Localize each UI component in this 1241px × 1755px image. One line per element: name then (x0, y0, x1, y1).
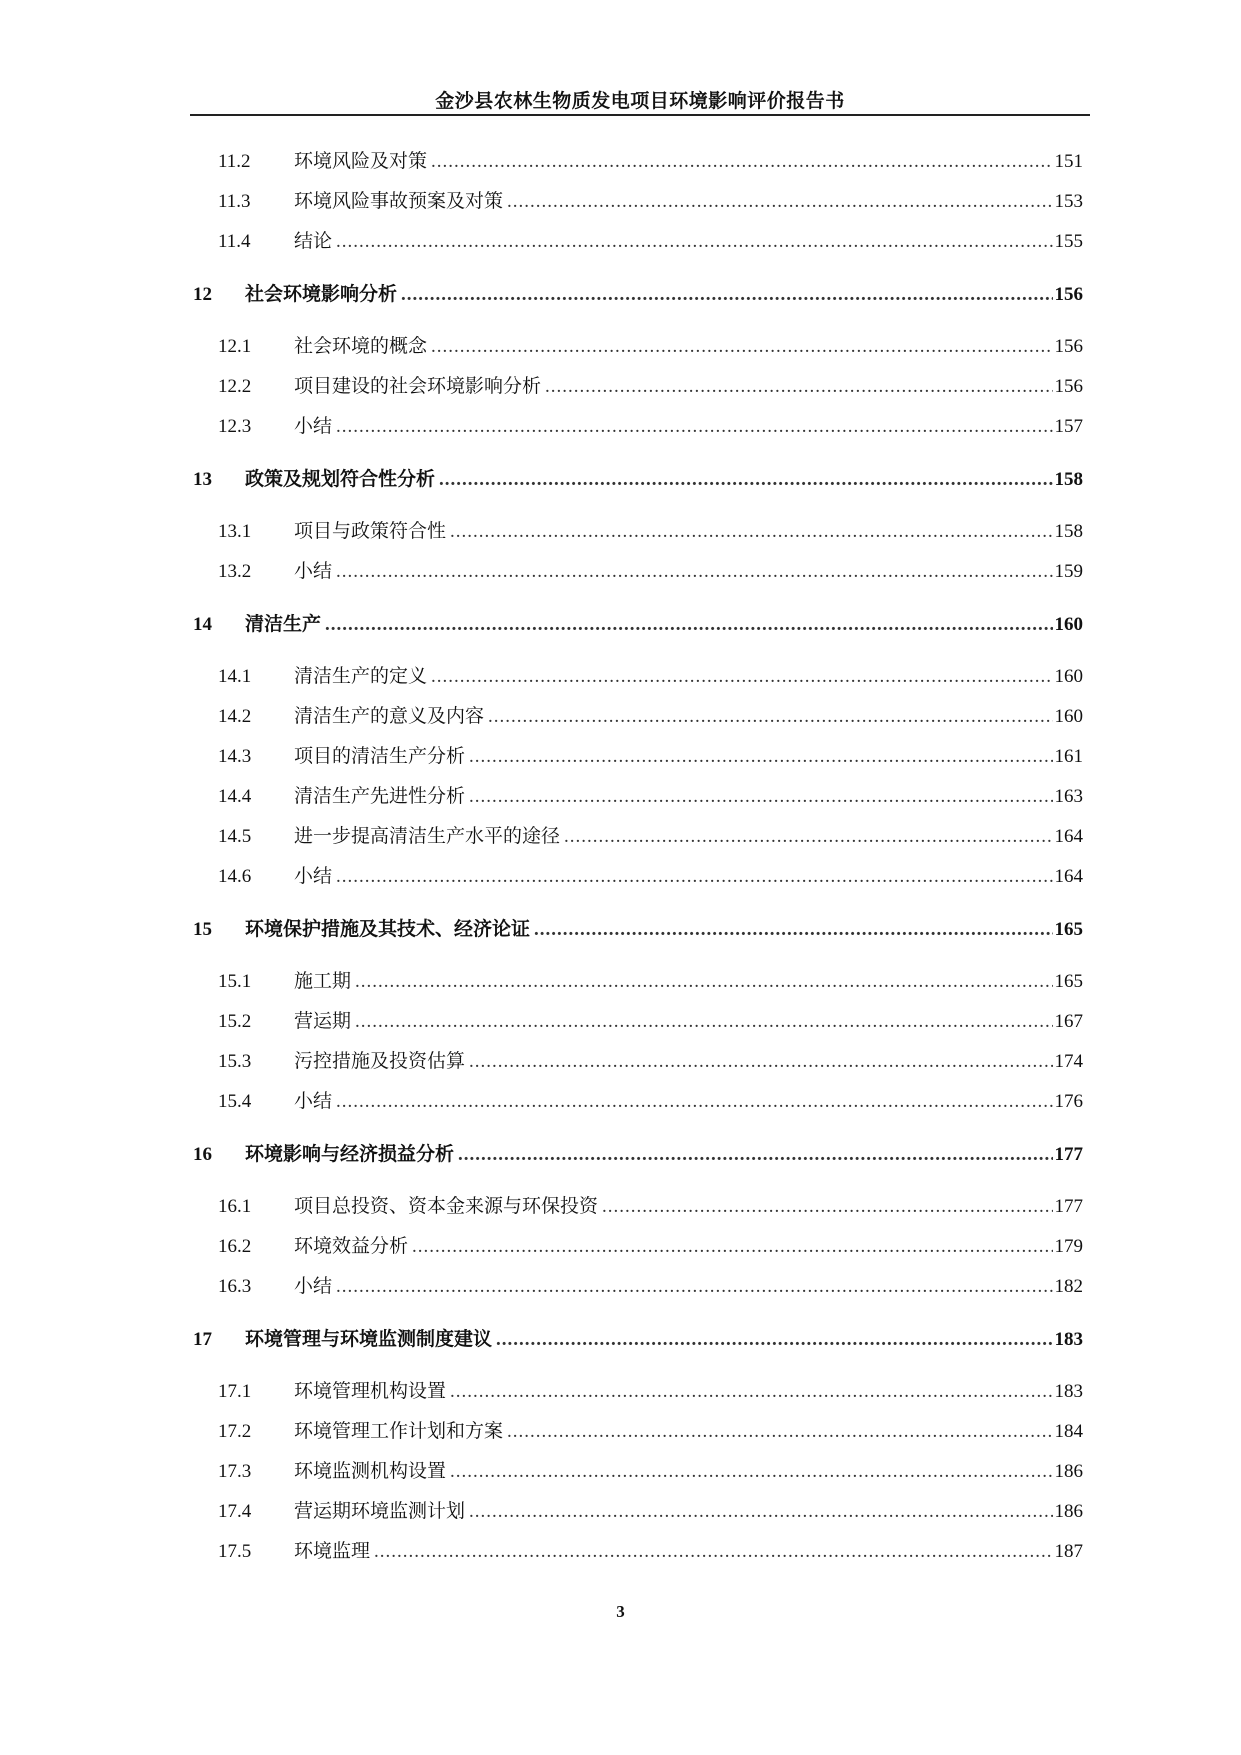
toc-entry-title: 社会环境影响分析 (245, 284, 398, 305)
header-rule (190, 114, 1090, 116)
toc-entry-title: 小结 (294, 416, 333, 437)
toc-entry-page-number: 155 (1054, 231, 1083, 252)
toc-section-entry[interactable] (193, 552, 1083, 592)
toc-entry-page-number: 161 (1054, 746, 1083, 767)
toc-chapter-entry[interactable] (193, 453, 1083, 506)
toc-entry-number: 11.2 (218, 151, 251, 172)
toc-entry-title: 环境风险及对策 (294, 151, 428, 172)
toc-entry-number: 13.1 (218, 521, 252, 542)
toc-entry-number: 15.1 (218, 971, 252, 992)
toc-entry-number: 16.2 (218, 1236, 252, 1257)
toc-entry-title: 社会环境的概念 (294, 336, 428, 357)
toc-dot-leader (602, 1187, 1052, 1227)
toc-entry-number: 12.2 (218, 376, 252, 397)
toc-entry-page-number: 156 (1054, 336, 1083, 357)
toc-entry-number: 14.5 (218, 826, 252, 847)
toc-entry-page-number: 183 (1054, 1381, 1083, 1402)
toc-entry-page-number: 177 (1054, 1196, 1083, 1217)
toc-entry-title: 小结 (294, 1091, 333, 1112)
toc-entry-title: 进一步提高清洁生产水平的途径 (294, 826, 561, 847)
toc-entry-title: 结论 (294, 231, 333, 252)
toc-section-entry[interactable] (193, 407, 1083, 447)
toc-entry-title: 项目建设的社会环境影响分析 (294, 376, 542, 397)
toc-entry-page-number: 177 (1054, 1144, 1083, 1165)
toc-entry-number: 17.2 (218, 1421, 252, 1442)
toc-entry-number: 13 (193, 469, 212, 490)
toc-entry-title: 环境监测机构设置 (294, 1461, 447, 1482)
toc-chapter-entry[interactable] (193, 903, 1083, 956)
toc-entry-page-number: 159 (1054, 561, 1083, 582)
toc-chapter-entry[interactable] (193, 268, 1083, 321)
toc-entry-page-number: 179 (1054, 1236, 1083, 1257)
toc-dot-leader (469, 777, 1052, 817)
toc-dot-leader (458, 1128, 1052, 1181)
toc-section-entry[interactable] (193, 817, 1083, 857)
toc-entry-title: 营运期环境监测计划 (294, 1501, 466, 1522)
toc-entry-title: 项目总投资、资本金来源与环保投资 (294, 1196, 599, 1217)
toc-dot-leader (564, 817, 1052, 857)
toc-entry-number: 13.2 (218, 561, 252, 582)
toc-entry-title: 营运期 (294, 1011, 352, 1032)
toc-dot-leader (336, 407, 1052, 447)
toc-dot-leader (374, 1532, 1052, 1572)
toc-section-entry[interactable] (193, 1227, 1083, 1267)
toc-entry-number: 16.3 (218, 1276, 252, 1297)
toc-section-entry[interactable] (193, 142, 1083, 182)
toc-entry-number: 16.1 (218, 1196, 252, 1217)
page-number: 3 (616, 1602, 625, 1621)
toc-chapter-entry[interactable] (193, 1313, 1083, 1366)
toc-section-entry[interactable] (193, 737, 1083, 777)
toc-section-entry[interactable] (193, 697, 1083, 737)
toc-entry-title: 环境管理与环境监测制度建议 (245, 1329, 493, 1350)
toc-entry-title: 小结 (294, 561, 333, 582)
toc-entry-number: 14.2 (218, 706, 252, 727)
toc-dot-leader (336, 1082, 1052, 1122)
toc-entry-number: 15 (193, 919, 212, 940)
toc-section-entry[interactable] (193, 182, 1083, 222)
toc-section-entry[interactable] (193, 222, 1083, 262)
toc-section-entry[interactable] (193, 1187, 1083, 1227)
toc-entry-number: 14.1 (218, 666, 252, 687)
toc-entry-page-number: 156 (1054, 284, 1083, 305)
toc-chapter-entry[interactable] (193, 1128, 1083, 1181)
toc-entry-number: 14.3 (218, 746, 252, 767)
toc-entry-page-number: 157 (1054, 416, 1083, 437)
toc-section-entry[interactable] (193, 1452, 1083, 1492)
toc-entry-title: 项目的清洁生产分析 (294, 746, 466, 767)
toc-entry-page-number: 184 (1054, 1421, 1083, 1442)
toc-entry-number: 11.4 (218, 231, 251, 252)
toc-entry-number: 12 (193, 284, 212, 305)
toc-entry-title: 施工期 (294, 971, 352, 992)
toc-entry-page-number: 186 (1054, 1501, 1083, 1522)
toc-dot-leader (469, 737, 1052, 777)
toc-section-entry[interactable] (193, 1372, 1083, 1412)
table-of-contents (193, 142, 1083, 1572)
toc-entry-page-number: 164 (1054, 866, 1083, 887)
toc-entry-title: 清洁生产的定义 (294, 666, 428, 687)
toc-entry-page-number: 174 (1054, 1051, 1083, 1072)
toc-entry-number: 12.3 (218, 416, 252, 437)
toc-entry-number: 14.6 (218, 866, 252, 887)
toc-entry-page-number: 165 (1054, 971, 1083, 992)
toc-dot-leader (507, 182, 1052, 222)
toc-section-entry[interactable] (193, 1042, 1083, 1082)
toc-entry-title: 政策及规划符合性分析 (245, 469, 436, 490)
toc-dot-leader (545, 367, 1052, 407)
toc-dot-leader (401, 268, 1052, 321)
toc-entry-title: 环境监理 (294, 1541, 371, 1562)
toc-entry-page-number: 186 (1054, 1461, 1083, 1482)
toc-entry-number: 17.4 (218, 1501, 252, 1522)
toc-dot-leader (450, 1372, 1052, 1412)
toc-dot-leader (439, 453, 1052, 506)
toc-section-entry[interactable] (193, 327, 1083, 367)
toc-entry-number: 14.4 (218, 786, 252, 807)
toc-dot-leader (325, 598, 1052, 651)
toc-section-entry[interactable] (193, 1082, 1083, 1122)
toc-dot-leader (336, 222, 1052, 262)
toc-entry-page-number: 182 (1054, 1276, 1083, 1297)
toc-dot-leader (469, 1492, 1052, 1532)
toc-dot-leader (431, 657, 1052, 697)
toc-dot-leader (336, 1267, 1052, 1307)
toc-entry-title: 小结 (294, 866, 333, 887)
toc-entry-title: 环境管理机构设置 (294, 1381, 447, 1402)
toc-entry-title: 小结 (294, 1276, 333, 1297)
toc-dot-leader (450, 1452, 1052, 1492)
toc-entry-title: 清洁生产先进性分析 (294, 786, 466, 807)
document-header: 金沙县农林生物质发电项目环境影响评价报告书 (435, 91, 845, 112)
toc-entry-number: 17 (193, 1329, 212, 1350)
toc-entry-number: 15.2 (218, 1011, 252, 1032)
toc-dot-leader (450, 512, 1052, 552)
toc-entry-number: 17.5 (218, 1541, 252, 1562)
toc-entry-title: 环境风险事故预案及对策 (294, 191, 504, 212)
toc-section-entry[interactable] (193, 777, 1083, 817)
toc-entry-number: 12.1 (218, 336, 252, 357)
toc-entry-page-number: 167 (1054, 1011, 1083, 1032)
toc-section-entry[interactable] (193, 657, 1083, 697)
toc-entry-title: 污控措施及投资估算 (294, 1051, 466, 1072)
toc-entry-title: 环境管理工作计划和方案 (294, 1421, 504, 1442)
toc-entry-number: 11.3 (218, 191, 251, 212)
toc-entry-title: 项目与政策符合性 (294, 521, 447, 542)
toc-chapter-entry[interactable] (193, 598, 1083, 651)
toc-entry-page-number: 163 (1054, 786, 1083, 807)
toc-entry-page-number: 165 (1054, 919, 1083, 940)
toc-dot-leader (412, 1227, 1052, 1267)
toc-entry-page-number: 160 (1054, 666, 1083, 687)
toc-dot-leader (496, 1313, 1052, 1366)
toc-entry-page-number: 156 (1054, 376, 1083, 397)
toc-section-entry[interactable] (193, 1002, 1083, 1042)
toc-entry-number: 17.1 (218, 1381, 252, 1402)
toc-section-entry[interactable] (193, 367, 1083, 407)
toc-entry-page-number: 183 (1054, 1329, 1083, 1350)
toc-dot-leader (431, 327, 1052, 367)
toc-entry-page-number: 153 (1054, 191, 1083, 212)
toc-entry-number: 15.4 (218, 1091, 252, 1112)
toc-section-entry[interactable] (193, 962, 1083, 1002)
toc-entry-title: 清洁生产 (245, 614, 322, 635)
toc-dot-leader (431, 142, 1052, 182)
toc-entry-page-number: 187 (1054, 1541, 1083, 1562)
toc-dot-leader (488, 697, 1052, 737)
toc-dot-leader (469, 1042, 1052, 1082)
toc-dot-leader (336, 857, 1052, 897)
toc-entry-page-number: 158 (1054, 521, 1083, 542)
toc-dot-leader (355, 1002, 1052, 1042)
toc-entry-title: 清洁生产的意义及内容 (294, 706, 485, 727)
toc-entry-title: 环境保护措施及其技术、经济论证 (245, 919, 531, 940)
toc-dot-leader (507, 1412, 1052, 1452)
toc-dot-leader (336, 552, 1052, 592)
toc-entry-number: 14 (193, 614, 212, 635)
toc-section-entry[interactable] (193, 1532, 1083, 1572)
toc-section-entry[interactable] (193, 1412, 1083, 1452)
toc-entry-title: 环境效益分析 (294, 1236, 409, 1257)
toc-entry-page-number: 158 (1054, 469, 1083, 490)
toc-entry-number: 16 (193, 1144, 212, 1165)
toc-section-entry[interactable] (193, 857, 1083, 897)
toc-entry-page-number: 164 (1054, 826, 1083, 847)
toc-entry-number: 15.3 (218, 1051, 252, 1072)
toc-entry-page-number: 160 (1054, 706, 1083, 727)
toc-entry-page-number: 151 (1054, 151, 1083, 172)
toc-entry-number: 17.3 (218, 1461, 252, 1482)
toc-section-entry[interactable] (193, 1492, 1083, 1532)
toc-dot-leader (355, 962, 1052, 1002)
toc-section-entry[interactable] (193, 512, 1083, 552)
toc-entry-title: 环境影响与经济损益分析 (245, 1144, 455, 1165)
toc-entry-page-number: 176 (1054, 1091, 1083, 1112)
toc-section-entry[interactable] (193, 1267, 1083, 1307)
toc-dot-leader (534, 903, 1052, 956)
toc-entry-page-number: 160 (1054, 614, 1083, 635)
